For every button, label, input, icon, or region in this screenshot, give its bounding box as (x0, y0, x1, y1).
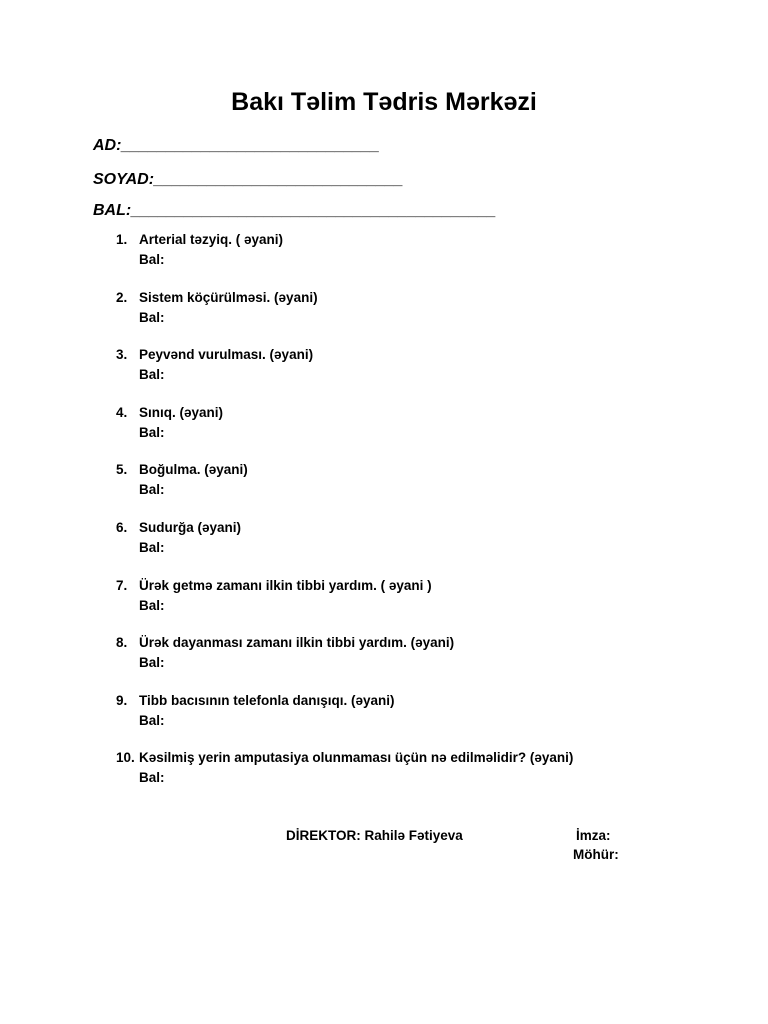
question-text: Ürək getmə zamanı ilkin tibbi yardım. ( əyani ) (139, 577, 432, 593)
imza-label: İmza: (576, 828, 611, 843)
question-item (112, 405, 732, 463)
question-text: Kəsilmiş yerin amputasiya olunmaması üçün nə edilməlidir? (əyani) (139, 750, 574, 766)
question-text: Ürək dayanması zamanı ilkin tibbi yardım. (əyani) (139, 635, 455, 651)
question-number: 3. (116, 347, 128, 363)
question-item (112, 290, 732, 348)
question-text: Sudurğa (əyani) (139, 519, 242, 535)
question-number: 8. (116, 635, 128, 651)
document-title: Bakı Təlim Tədris Mərkəzi (231, 88, 537, 116)
question-item (112, 635, 732, 693)
question-item (112, 347, 732, 405)
question-item (112, 232, 732, 290)
question-bal-label: Bal: (139, 309, 165, 325)
director-signature-line: DİREKTOR: Rahilə Fətiyeva (286, 828, 463, 843)
question-bal-label: Bal: (139, 597, 165, 613)
question-number: 9. (116, 692, 128, 708)
question-text: Arterial təzyiq. ( əyani) (139, 232, 284, 247)
question-bal-label: Bal: (139, 252, 165, 267)
bal-field: BAL:_________________________________________ (93, 202, 497, 219)
question-bal-label: Bal: (139, 770, 165, 786)
question-item (112, 578, 732, 636)
question-bal-label: Bal: (139, 424, 165, 440)
question-bal-label: Bal: (139, 367, 165, 383)
question-number: 6. (116, 519, 128, 535)
question-bal-label: Bal: (139, 712, 165, 728)
question-item (112, 462, 732, 520)
mohur-label: Möhür: (573, 847, 619, 862)
question-item (112, 693, 732, 751)
question-list (112, 232, 732, 808)
ad-field: AD:_____________________________ (93, 137, 380, 154)
question-text: Sınıq. (əyani) (139, 404, 224, 420)
question-text: Sistem köçürülməsi. (əyani) (139, 289, 318, 305)
question-text: Peyvənd vurulması. (əyani) (139, 347, 314, 363)
question-bal-label: Bal: (139, 539, 165, 555)
question-bal-label: Bal: (139, 482, 165, 498)
question-text: Boğulma. (əyani) (139, 462, 248, 478)
question-text: Tibb bacısının telefonla danışıqı. (əyani) (139, 692, 395, 708)
question-number: 1. (116, 232, 128, 247)
question-number: 4. (116, 404, 128, 420)
question-item (112, 520, 732, 578)
question-bal-label: Bal: (139, 655, 165, 671)
question-number: 7. (116, 577, 128, 593)
question-number: 10. (116, 750, 135, 766)
soyad-field: SOYAD:____________________________ (93, 171, 404, 188)
question-number: 5. (116, 462, 128, 478)
question-number: 2. (116, 289, 128, 305)
question-item (112, 750, 732, 808)
